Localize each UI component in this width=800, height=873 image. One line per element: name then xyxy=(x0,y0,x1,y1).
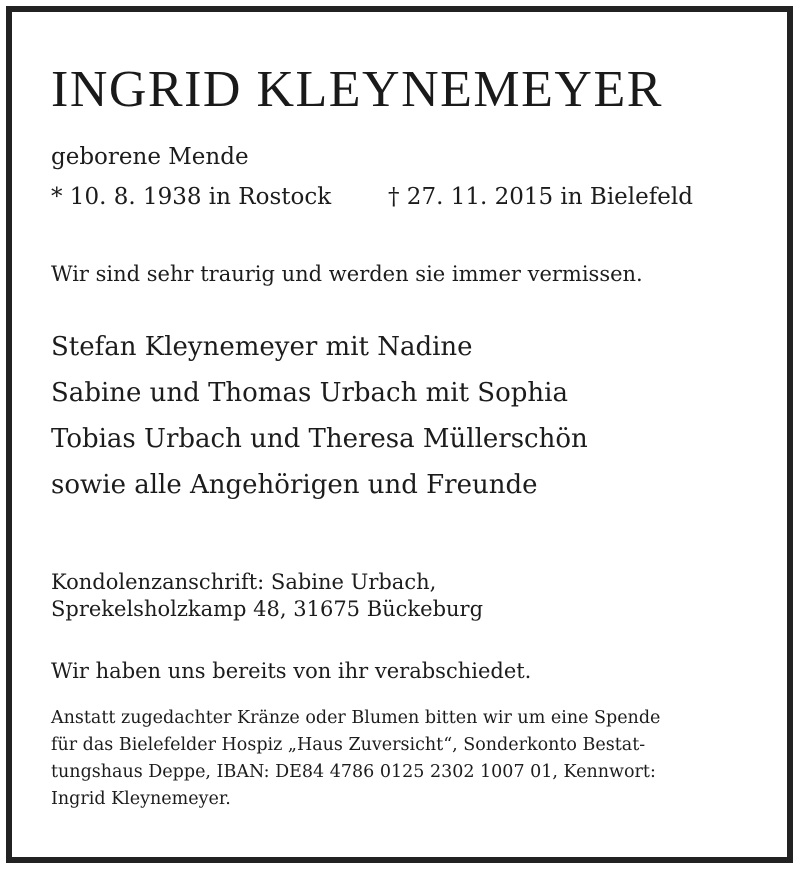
death-date: † 27. 11. 2015 in Bielefeld xyxy=(388,184,693,210)
donation-line-4: Ingrid Kleynemeyer. xyxy=(51,789,231,809)
obituary-notice xyxy=(6,6,793,863)
mourner-line: Stefan Kleynemeyer mit Nadine xyxy=(51,332,473,362)
sorrow-statement: Wir sind sehr traurig und werden sie immer vermissen. xyxy=(51,262,643,286)
birth-date: * 10. 8. 1938 in Rostock xyxy=(51,184,332,210)
condolence-address xyxy=(51,569,483,623)
mourner-line: Tobias Urbach und Theresa Müllerschön xyxy=(51,424,588,454)
condolence-line-1: Kondolenzanschrift: Sabine Urbach, xyxy=(51,570,437,594)
farewell-statement: Wir haben uns bereits von ihr verabschiedet. xyxy=(51,659,532,683)
life-dates xyxy=(51,184,693,210)
condolence-line-2: Sprekelsholzkamp 48, 31675 Bückeburg xyxy=(51,597,484,621)
donation-line-1: Anstatt zugedachter Kränze oder Blumen bitten wir um eine Spende xyxy=(51,708,661,728)
deceased-name: INGRID KLEYNEMEYER xyxy=(51,61,663,118)
donation-line-2: für das Bielefelder Hospiz „Haus Zuversicht“, Sonderkonto Bestat- xyxy=(51,735,646,755)
mourners-list xyxy=(51,324,588,508)
mourner-line: sowie alle Angehörigen und Freunde xyxy=(51,470,538,500)
birth-name: geborene Mende xyxy=(51,144,249,170)
mourner-line: Sabine und Thomas Urbach mit Sophia xyxy=(51,378,568,408)
donation-request xyxy=(51,705,756,813)
donation-line-3: tungshaus Deppe, IBAN: DE84 4786 0125 2302 1007 01, Kennwort: xyxy=(51,762,656,782)
